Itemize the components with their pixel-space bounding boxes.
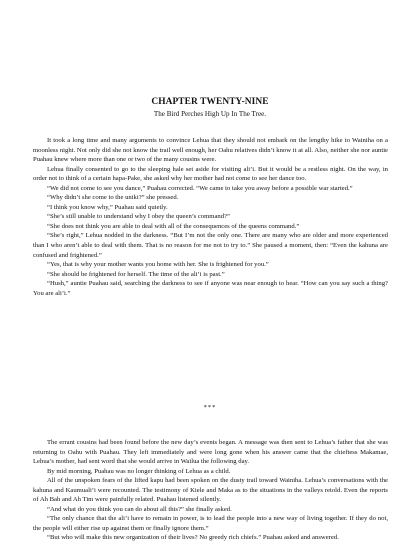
paragraph: By mid morning, Puahau was no longer thinking of Lehua as a child. [47, 467, 231, 475]
paragraph: “She does not think you are able to deal with all of the consequences of the queens command.” [47, 222, 300, 230]
paragraph: “Yes, that is why your mother wants you home with her. She is frightened for you.” [47, 261, 269, 269]
paragraph: “She should be frightened for herself. The time of the ali’i is past.” [47, 270, 225, 278]
paragraph: “I think you know why,” Puahau said quietly. [47, 203, 168, 211]
section-one-text [33, 136, 388, 298]
paragraph: “We did not come to see you dance,” Puahau corrected. “We came to take you away before a possible war started.” [47, 184, 353, 192]
paragraph: “Hush,” auntie Puahau said, searching the darkness to see if anyone was near enough to hear. “How can you say such a thing? You are ali’i.” [33, 280, 388, 297]
paragraph: Lehua finally consented to go to the sleeping hale set aside for visiting ali’i. But it would be a restless night. On the way, in order not to think of a certain hapa-Pake, she asked why her mother had not come to see her dance too. [33, 165, 388, 183]
section-two-text [33, 438, 388, 543]
paragraph: “She’s right,” Lehua nodded in the darkness. “But I’m not the only one. There are many who are older and more experienced than I who aren’t able to deal with them. That is no reason for me not to try to.” She paused a moment, then: “Even the kahuna are confused and frightened.” [33, 232, 388, 259]
chapter-title: CHAPTER TWENTY-NINE [151, 97, 269, 107]
paragraph: “But who will make this new organization of their lives? No greedy rich chiefs.” Puahau asked and answered. [47, 534, 339, 542]
paragraph: “The only chance that the ali’i have to remain in power, is to lead the people into a new way of living together. If they do not, the people will either rise up against them or finally ignore them.” [33, 515, 388, 532]
paragraph: “And what do you think you can do about all this?” she finally asked. [47, 505, 232, 513]
paragraph: The errant cousins had been found before the new day’s events began. A message was then sent to Lehua’s father that she was returning to Oahu with Puahau. They left immediately and were long gone when his answer came that the chieftess Makamae, Lehua’s mother, had sent word that she would arrive in Wailua the following day. [33, 439, 388, 466]
section-separator: *** [203, 404, 217, 411]
chapter-subtitle: The Bird Perches High Up In The Tree. [153, 110, 267, 118]
paragraph: It took a long time and many arguments to convince Lehua that they should not embark on the lengthy hike to Wainiha on a moonless night. Not only did she not know the trail well enough, her Oahu relatives didn’t know it at all. Also, neither she nor auntie Puahau knew where more than one or two of the many cousins were. [33, 137, 388, 164]
paragraph: All of the unspoken fears of the lifted kapu had been spoken on the dusty trail toward Wainiha. Lehua’s conversations with the kahuna and Kaumuali’i were recounted. The testimony of Kiele and Maka as to the situations in the valleys retold. Even the reports of Ah Bah and Ah Tim were painfully related. Puahau listened silently. [33, 477, 388, 504]
paragraph: “She’s still unable to understand why I obey the queen’s command?” [47, 213, 230, 221]
paragraph: “Why didn’t she come to the uniki?” she pressed. [47, 194, 179, 202]
chapter-header [0, 97, 420, 119]
